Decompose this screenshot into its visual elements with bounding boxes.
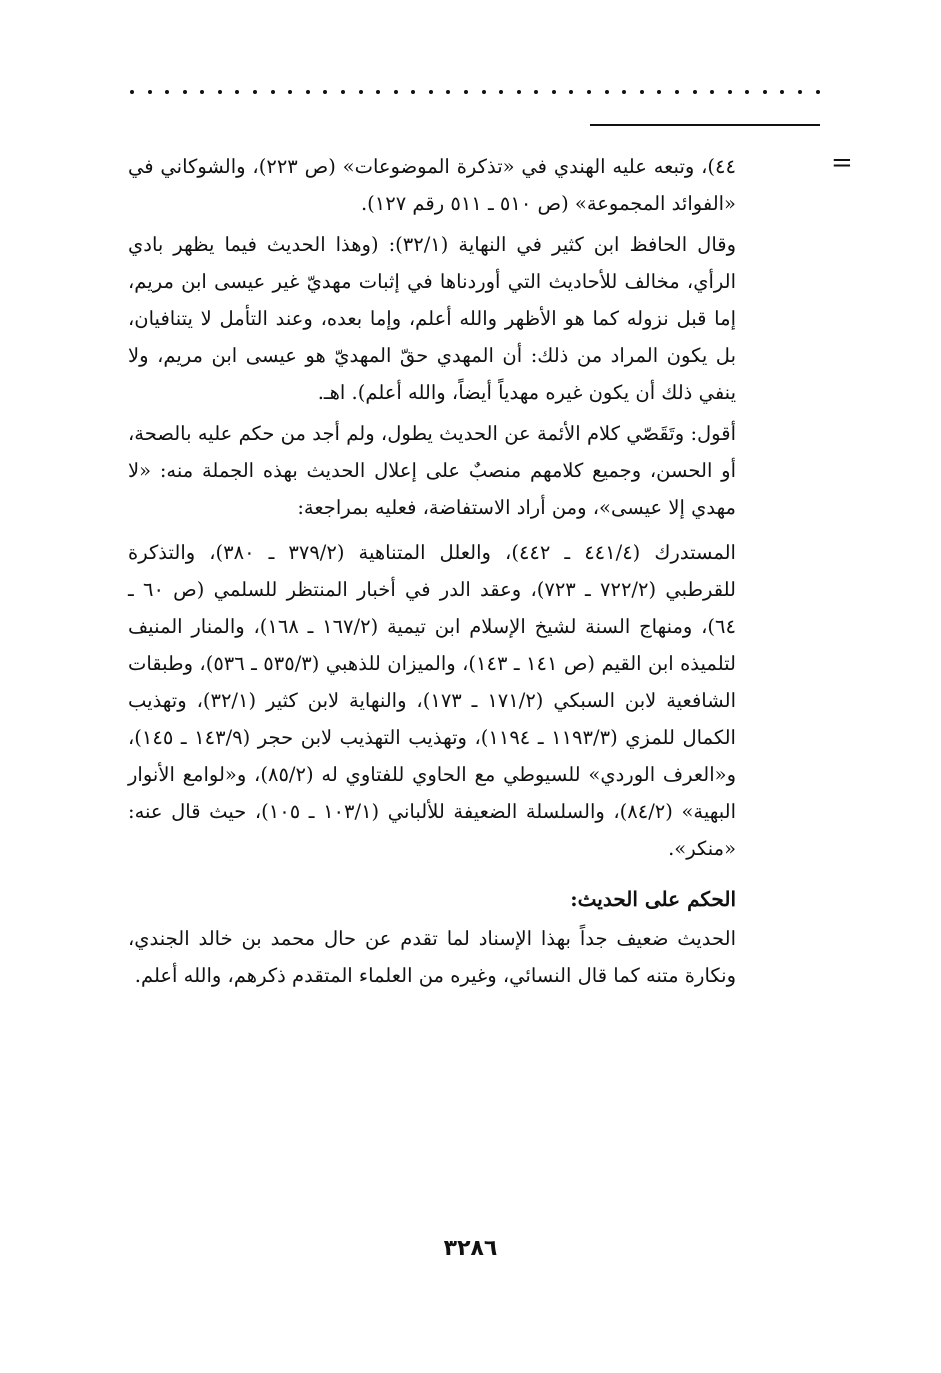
separator-dot — [148, 90, 152, 94]
separator-dot — [394, 90, 398, 94]
page-body — [128, 148, 736, 998]
separator-dot — [271, 90, 275, 94]
separator-dot — [622, 90, 626, 94]
separator-dot — [517, 90, 521, 94]
separator-dot — [763, 90, 767, 94]
separator-dot — [552, 90, 556, 94]
separator-dot — [780, 90, 784, 94]
separator-dot — [359, 90, 363, 94]
separator-dot — [446, 90, 450, 94]
ruling-text: الحديث ضعيف جداً بهذا الإسناد لما تقدم عن حال محمد بن خالد الجندي، ونكارة متنه كما قال النسائي، وغيره من العلماء المتقدم ذكرهم، والله أعلم. — [128, 927, 736, 987]
separator-dot — [640, 90, 644, 94]
separator-dot — [798, 90, 802, 94]
separator-dot — [165, 90, 169, 94]
separator-dot — [693, 90, 697, 94]
separator-dot — [200, 90, 204, 94]
separator-dot — [499, 90, 503, 94]
separator-dot — [569, 90, 573, 94]
paragraph-author-comment: أقول: وتَقَصّي كلام الأئمة عن الحديث يطول، ولم أجد من حكم عليه بالصحة، أو الحسن، وجميع كلامهم منصبٌ على إعلال الحديث بهذه الجملة منه: «لا مهدي إلا عيسى»، ومن أراد الاستفاضة، فعليه بمراجعة: — [128, 422, 736, 519]
separator-dot — [183, 90, 187, 94]
separator-dot — [605, 90, 609, 94]
separator-dot — [218, 90, 222, 94]
separator-dot — [534, 90, 538, 94]
separator-dot — [657, 90, 661, 94]
separator-dot — [745, 90, 749, 94]
separator-dot — [482, 90, 486, 94]
separator-dot — [235, 90, 239, 94]
separator-dot — [376, 90, 380, 94]
dotted-separator — [130, 82, 820, 102]
paragraph-ibn-kathir-quote: وقال الحافظ ابن كثير في النهاية (٣٢/١): (وهذا الحديث فيما يظهر بادي الرأي، مخالف للأحاديث التي أوردناها في إثبات مهديّ غير عيسى ابن مريم، إما قبل نزوله كما هو الأظهر والله أعلم، وإما بعده، وعند التأمل لا يتنافيان، بل يكون المراد من ذلك: أن المهدي حقّ المهديّ هو عيسى ابن مريم، ولا ينفي ذلك أن يكون غيره مهدياً أيضاً، والله أعلم). اهـ. — [128, 233, 737, 404]
separator-dot — [675, 90, 679, 94]
separator-dot — [429, 90, 433, 94]
separator-dot — [816, 90, 820, 94]
separator-dot — [253, 90, 257, 94]
continuation-mark: = — [831, 148, 853, 178]
separator-dot — [710, 90, 714, 94]
paragraph-continuation: ٤٤)، وتبعه عليه الهندي في «تذكرة الموضوعات» (ص ٢٢٣)، والشوكاني في «الفوائد المجموعة» (ص ٥١٠ ـ ٥١١ رقم ١٢٧). — [128, 155, 736, 215]
separator-dot — [288, 90, 292, 94]
separator-dot — [728, 90, 732, 94]
separator-dot — [587, 90, 591, 94]
paragraph-references: المستدرك (٤٤١/٤ ـ ٤٤٢)، والعلل المتناهية (٣٧٩/٢ ـ ٣٨٠)، والتذكرة للقرطبي (٧٢٢/٢ ـ ٧٢٣)، وعقد الدر في أخبار المنتظر للسلمي (ص ٦٠ ـ ٦٤)، ومنهاج السنة لشيخ الإسلام ابن تيمية (١٦٧/٢ ـ ١٦٨)، والمنار المنيف لتلميذه ابن القيم (ص ١٤١ ـ ١٤٣)، والميزان للذهبي (٥٣٥/٣ ـ ٥٣٦)، وطبقات الشافعية لابن السبكي (١٧١/٢ ـ ١٧٣)، والنهاية لابن كثير (٣٢/١)، وتهذيب الكمال للمزي (١١٩٣/٣ ـ ١١٩٤)، وتهذيب التهذيب لابن حجر (١٤٣/٩ ـ ١٤٥)، و«العرف الوردي» للسيوطي مع الحاوي للفتاوي له (٨٥/٢)، و«لوامع الأنوار البهية» (٨٤/٢)، والسلسلة الضعيفة للألباني (١٠٣/١ ـ ١٠٥)، حيث قال عنه: «منكر». — [128, 541, 737, 860]
separator-dot — [323, 90, 327, 94]
footnote-rule — [590, 124, 820, 126]
separator-dot — [306, 90, 310, 94]
separator-dot — [130, 90, 134, 94]
separator-dot — [341, 90, 345, 94]
separator-dot — [411, 90, 415, 94]
separator-dot — [464, 90, 468, 94]
ruling-heading: الحكم على الحديث: — [570, 887, 736, 911]
page-number: ٣٢٨٦ — [443, 1236, 498, 1261]
